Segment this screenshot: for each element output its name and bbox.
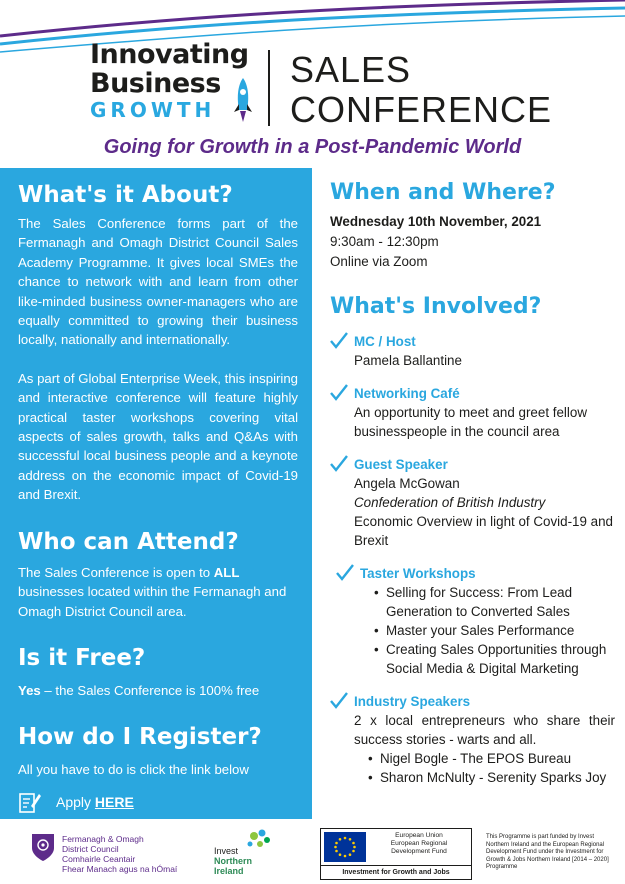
guest-name: Angela McGowan: [354, 476, 460, 491]
funding-note: This Programme is part funded by Invest Northern Ireland and the European Regional Development Fund under the Investment for Growth & Jobs Northern Ireland [2014 – 2020] Programme: [486, 834, 609, 870]
apply-here-link[interactable]: HERE: [94, 793, 134, 810]
agenda-item-mc: [330, 332, 615, 370]
free-heading: Is it Free?: [18, 644, 146, 671]
tagline: Going for Growth in a Post-Pandemic World: [103, 136, 522, 158]
agenda-item-title: Guest Speaker: [354, 457, 448, 472]
rocket-icon: [232, 78, 254, 124]
invest-line-bold: Ireland: [214, 866, 244, 876]
eu-line: European Union: [395, 832, 443, 839]
register-text: All you have to do is click the link below: [18, 762, 249, 778]
apply-label-text: Apply: [56, 793, 95, 810]
right-info-column: [330, 178, 615, 787]
attend-text-bold: ALL: [213, 564, 240, 580]
industry-text: 2 x local entrepreneurs who share their success stories - warts and all.: [354, 713, 615, 747]
agenda-item-industry-speakers: [330, 692, 615, 787]
edit-form-icon: [18, 790, 42, 814]
brand-line-business: Business: [90, 68, 221, 99]
workshop-item: • Selling for Success: From Lead Generation to Converted Sales: [374, 583, 615, 621]
about-heading: What's it About?: [18, 182, 233, 208]
register-heading: How do I Register?: [18, 724, 262, 751]
guest-organisation: [354, 493, 615, 512]
attend-text-post: businesses located within the Fermanagh and Omagh District Council area.: [18, 584, 287, 619]
free-text-rest: – the Sales Conference is 100% free: [40, 682, 260, 698]
agenda-item-title: Networking Café: [354, 386, 460, 401]
council-line: Fermanagh & Omagh: [62, 834, 144, 844]
attend-heading: Who can Attend?: [18, 528, 239, 555]
brand-logo: [90, 40, 280, 130]
involved-heading: What's Involved?: [330, 294, 542, 319]
invest-line: Invest: [214, 846, 239, 856]
about-paragraph-2: As part of Global Enterprise Week, this inspiring and interactive conference will feature highly practical taster workshops covering vital aspects of sales growth, talks and Q&As with successful local business people and a keynote address on the economic impact of Covid-19 and Brexit.: [18, 370, 298, 503]
council-line: Fhear Manach agus na hÓmaí: [62, 864, 178, 874]
agenda-item-networking: [330, 384, 615, 441]
page-title-line2: CONFERENCE: [290, 89, 553, 130]
event-time: 9:30am - 12:30pm: [330, 234, 439, 249]
agenda-item-body: An opportunity to meet and greet fellow businesspeople in the council area: [354, 405, 587, 439]
agenda-item-body: Pamela Ballantine: [354, 353, 462, 368]
brand-line-growth: GROWTH: [90, 98, 216, 122]
invest-line: [214, 866, 252, 876]
eu-text: [369, 832, 469, 856]
attend-text: [18, 563, 298, 621]
workshop-item: • Creating Sales Opportunities through Social Media & Digital Marketing: [374, 640, 615, 678]
agenda-item-title: Industry Speakers: [354, 694, 471, 709]
brand-divider: [268, 50, 270, 126]
footer-logos: [0, 822, 625, 884]
checkmark-icon: [336, 564, 354, 582]
workshop-list: [374, 583, 615, 678]
checkmark-icon: [330, 692, 348, 710]
apply-row: [18, 790, 298, 814]
checkmark-icon: [330, 384, 348, 402]
eu-flag-icon: [324, 832, 366, 862]
eu-funding-logo: [320, 828, 472, 880]
page-title-line1: SALES: [290, 49, 412, 90]
speaker-item: • Sharon McNulty - Serenity Sparks Joy: [368, 768, 615, 787]
invest-line: [214, 856, 252, 866]
invest-ni-name: [214, 846, 252, 876]
checkmark-icon: [330, 455, 348, 473]
industry-speaker-list: [368, 749, 615, 787]
agenda-item-guest-speaker: [330, 455, 615, 550]
left-info-panel: [0, 168, 312, 819]
invest-line-bold: Northern: [214, 856, 252, 866]
eu-line: European Regional: [390, 840, 448, 847]
council-line: District Council: [62, 844, 119, 854]
apply-label: [56, 794, 134, 810]
attend-text-pre: The Sales Conference is open to: [18, 564, 214, 580]
agenda-item-title: Taster Workshops: [360, 566, 476, 581]
free-text-bold: Yes: [18, 682, 41, 698]
guest-organisation-text: Confederation of British Industry: [354, 495, 546, 510]
event-date: Wednesday 10th November, 2021: [330, 214, 542, 229]
when-heading: When and Where?: [330, 180, 556, 205]
free-text: [18, 681, 298, 700]
agenda-item-title: MC / Host: [354, 334, 416, 349]
council-crest-icon: [30, 832, 56, 862]
eu-line: Development Fund: [391, 848, 447, 855]
agenda-item-workshops: [336, 564, 615, 678]
about-paragraph-1: The Sales Conference forms part of the Fermanagh and Omagh District Council Sales Academy Programme. It gives local SMEs the chance to network with and learn from other like-minded business owner-managers who are equally committed to growing their business locally, nationally and internationally.: [18, 216, 298, 348]
speaker-item: • Nigel Bogle - The EPOS Bureau: [368, 749, 615, 768]
guest-topic: Economic Overview in light of Covid-19 and Brexit: [354, 514, 614, 548]
page-title: [290, 50, 552, 130]
council-line: Comhairle Ceantair: [62, 854, 136, 864]
council-name: [62, 834, 177, 874]
eu-bar-text: Investment for Growth and Jobs: [321, 865, 471, 879]
checkmark-icon: [330, 332, 348, 350]
brand-line-innovating: Innovating: [90, 39, 249, 70]
workshop-item: • Master your Sales Performance: [374, 621, 615, 640]
event-venue: Online via Zoom: [330, 254, 428, 269]
